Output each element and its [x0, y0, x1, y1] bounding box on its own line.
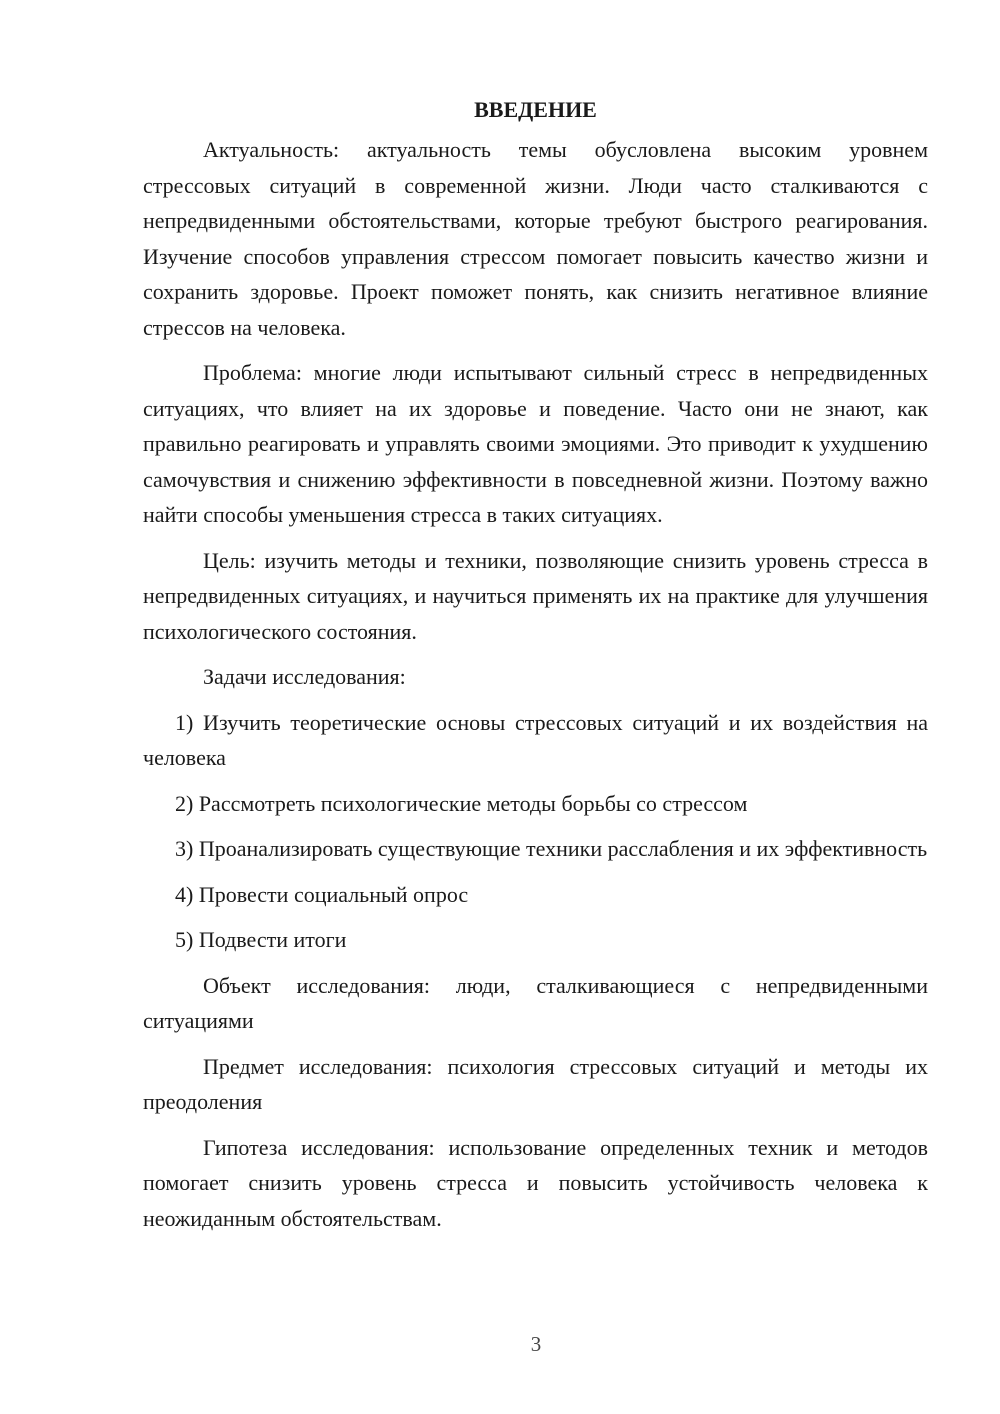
object-paragraph: Объект исследования: люди, сталкивающиеся с непредвиденными ситуациями	[143, 972, 928, 1033]
task-item-2: 2) Рассмотреть психологические методы борьбы со стрессом	[175, 790, 748, 816]
relevance-paragraph: Актуальность: актуальность темы обусловлена высоким уровнем стрессовых ситуаций в современной жизни. Люди часто сталкиваются с непредвиденными обстоятельствами, которые требуют быстрого реагирования. Изучение способов управления стрессом помогает повысить качество жизни и сохранить здоровье. Проект поможет понять, как снизить негативное влияние стрессов на человека.	[143, 137, 928, 340]
tasks-list	[143, 705, 928, 958]
task-item-1: 1) Изучить теоретические основы стрессовых ситуаций и их воздействия на человека	[143, 709, 928, 770]
goal-paragraph: Цель: изучить методы и техники, позволяющие снизить уровень стресса в непредвиденных ситуациях, и научиться применять их на практике для улучшения психологического состояния.	[143, 547, 928, 644]
problem-paragraph: Проблема: многие люди испытывают сильный стресс в непредвиденных ситуациях, что влияет на их здоровье и поведение. Часто они не знают, как правильно реагировать и управлять своими эмоциями. Это приводит к ухудшению самочувствия и снижению эффективности в повседневной жизни. Поэтому важно найти способы уменьшения стресса в таких ситуациях.	[143, 360, 928, 527]
tasks-heading: Задачи исследования:	[203, 664, 406, 689]
page-number: 3	[530, 1332, 542, 1356]
task-item-3: 3) Проанализировать существующие техники расслабления и их эффективность	[175, 836, 928, 861]
hypothesis-paragraph: Гипотеза исследования: использование определенных техник и методов помогает снизить уровень стресса и повысить устойчивость человека к неожиданным обстоятельствам.	[143, 1134, 928, 1231]
task-item-5: 5) Подвести итоги	[175, 927, 347, 952]
document-page	[143, 92, 928, 1246]
subject-paragraph: Предмет исследования: психология стрессовых ситуаций и методы их преодоления	[143, 1053, 928, 1114]
task-item-4: 4) Провести социальный опрос	[175, 881, 469, 907]
page-title: ВВЕДЕНИЕ	[474, 97, 597, 122]
